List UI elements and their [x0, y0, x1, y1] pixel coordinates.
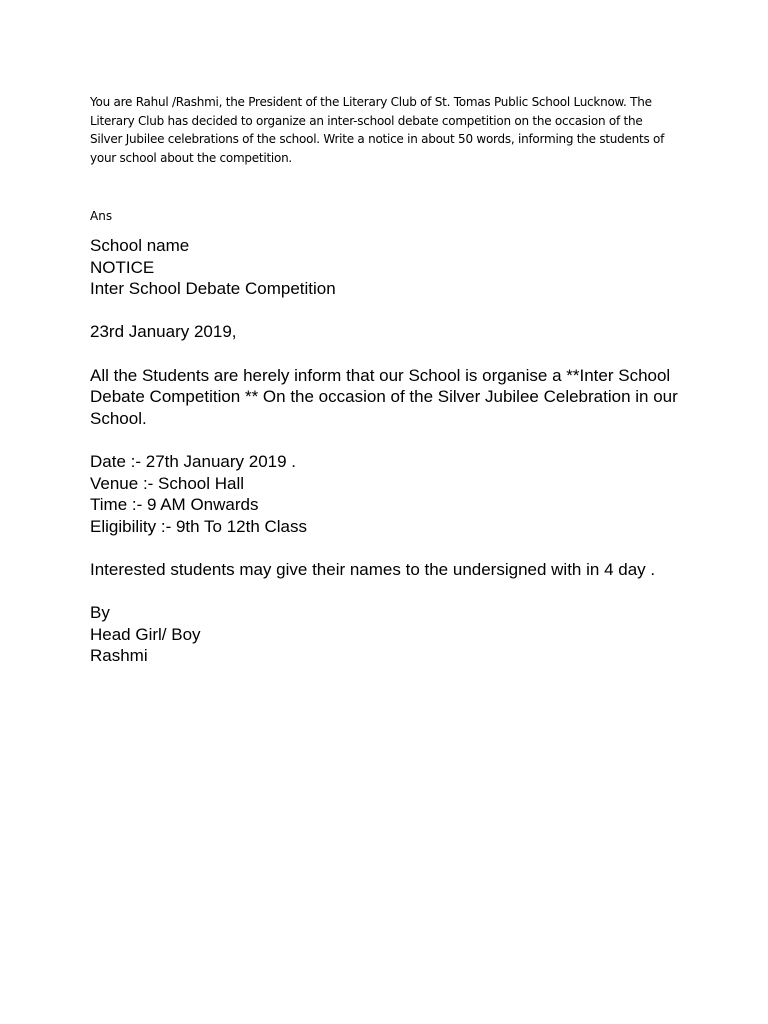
detail-date: Date :- 27th January 2019 . — [90, 451, 297, 471]
notice-date: 23rd January 2019, — [90, 322, 237, 342]
signoff-name: Rashmi — [90, 646, 148, 666]
detail-eligibility: Eligibility :- 9th To 12th Class — [90, 516, 308, 536]
ans-label: Ans — [90, 209, 113, 223]
spacer — [90, 581, 690, 603]
document-page — [90, 93, 690, 666]
notice-heading: NOTICE — [90, 257, 155, 277]
notice-closing: Interested students may give their names to the undersigned with in 4 day . — [90, 559, 656, 579]
detail-time: Time :- 9 AM Onwards — [90, 495, 259, 515]
spacer — [90, 343, 690, 365]
notice-subject: Inter School Debate Competition — [90, 279, 336, 299]
detail-venue: Venue :- School Hall — [90, 473, 245, 493]
spacer — [90, 300, 690, 322]
notice-body: All the Students are herely inform that our School is organise a **Inter School Debate Competition ** On the occasion of the Silver Jubilee Celebration in our School. — [90, 365, 678, 428]
signoff-by: By — [90, 603, 110, 623]
spacer — [90, 429, 690, 451]
question-text: You are Rahul /Rashmi, the President of the Literary Club of St. Tomas Public School Lucknow. The Literary Club has decided to organize an inter-school debate competition on the occasion of the Silver Jubilee celebrations of the school. Write a notice in about 50 words, informing the students of your school about the competition. — [90, 95, 665, 165]
signoff-designation: Head Girl/ Boy — [90, 624, 201, 644]
notice-answer — [90, 235, 690, 667]
spacer — [90, 537, 690, 559]
school-name: School name — [90, 236, 190, 255]
